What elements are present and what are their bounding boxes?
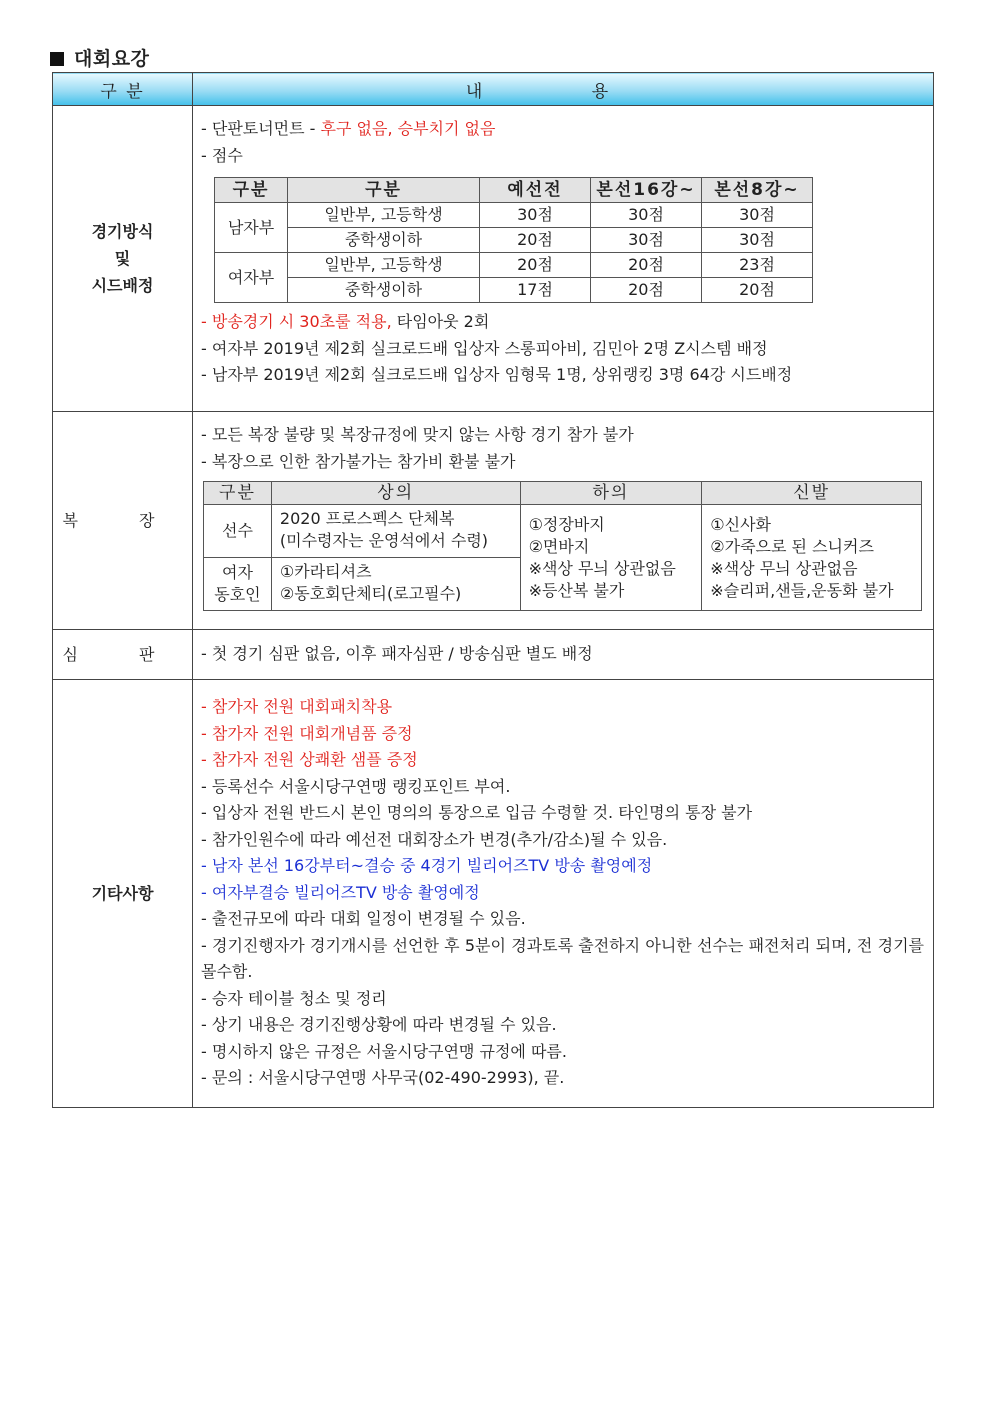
misc-line: - 여자부결승 빌리어즈TV 방송 촬영예정 — [201, 882, 480, 902]
header-content: 내 용 — [193, 73, 934, 106]
dress-table-header: 구분 상의 하의 신발 — [204, 482, 922, 505]
document-title — [50, 44, 149, 71]
score-table-header: 구분 구분 예선전 본선16강~ 본선8강~ — [215, 178, 813, 203]
misc-line: - 입상자 전원 반드시 본인 명의의 통장으로 입금 수령할 것. 타인명의 통장 불가 — [201, 803, 753, 822]
dress-code-content — [193, 412, 934, 630]
misc-line: - 남자 본선 16강부터~결승 중 4경기 빌리어즈TV 방송 촬영예정 — [201, 856, 653, 875]
score-row: 중학생이하 17점 20점 20점 — [215, 278, 813, 303]
match-format-content — [193, 106, 934, 412]
referee-content: - 첫 경기 심판 없음, 이후 패자심판 / 방송심판 별도 배정 — [193, 630, 934, 680]
misc-line: - 문의 : 서울시당구연맹 사무국(02-490-2993), 끝. — [201, 1068, 565, 1087]
tournament-type-line: - 단판토너먼트 - 후구 없음, 승부치기 없음 — [201, 119, 496, 138]
dress-code-row — [53, 412, 934, 630]
misc-line: - 참가자 전원 대회패치착용 — [201, 697, 393, 716]
misc-row — [53, 680, 934, 1108]
misc-line: - 상기 내용은 경기진행상황에 따라 변경될 수 있음. — [201, 1015, 557, 1034]
header-row — [53, 73, 934, 106]
header-category: 구 분 — [53, 73, 193, 106]
dress-row-player: 선수 2020 프로스펙스 단체복 (미수령자는 운영석에서 수령) ①정장바지 ②면바지 ※색상 무늬 상관없음 ※등산복 불가 ①신사화 ②가죽으로 된 스니커즈 ※색상 무늬 상관없음 ※슬리퍼,샌들,운동화 불가 — [204, 505, 922, 558]
misc-line: - 참가자 전원 대회개념품 증정 — [201, 723, 413, 743]
match-format-row — [53, 106, 934, 412]
referee-label: 심 판 — [53, 630, 193, 680]
women-seed-line: - 여자부 2019년 제2회 실크로드배 입상자 스롱피아비, 김민아 2명 Z시스템 배정 — [201, 338, 768, 358]
men-seed-line: - 남자부 2019년 제2회 실크로드배 입상자 임형묵 1명, 상위랭킹 3명 64강 시드배정 — [201, 365, 793, 384]
score-row: 여자부 일반부, 고등학생 20점 20점 23점 — [215, 253, 813, 278]
dress-code-label: 복 장 — [53, 412, 193, 630]
misc-line: - 참가자 전원 상쾌환 샘플 증정 — [201, 750, 418, 769]
misc-line: - 출전규모에 따라 대회 일정이 변경될 수 있음. — [201, 909, 526, 928]
dress-rule-line: - 모든 복장 불량 및 복장규정에 맞지 않는 사항 경기 참가 불가 — [201, 425, 634, 444]
dress-row-amateur: 여자 동호인 ①카라티셔츠 ②동호회단체티(로고필수) — [204, 558, 922, 611]
score-table — [214, 177, 813, 303]
square-bullet-icon — [50, 52, 64, 66]
referee-row — [53, 630, 934, 680]
score-row: 남자부 일반부, 고등학생 30점 30점 30점 — [215, 203, 813, 228]
dress-refund-line: - 복장으로 인한 참가불가는 참가비 환불 불가 — [201, 451, 516, 471]
score-line: - 점수 — [201, 145, 243, 165]
misc-content — [193, 680, 934, 1108]
match-format-label: 경기방식 및 시드배정 — [53, 106, 193, 412]
misc-line: - 참가인원수에 따라 예선전 대회장소가 변경(추가/감소)될 수 있음. — [201, 829, 668, 849]
broadcast-rule-line: - 방송경기 시 30초룰 적용, 타임아웃 2회 — [201, 312, 490, 331]
dress-table — [203, 481, 922, 611]
misc-line: - 등록선수 서울시당구연맹 랭킹포인트 부여. — [201, 776, 511, 796]
misc-line: - 승자 테이블 청소 및 정리 — [201, 988, 387, 1008]
misc-line: - 경기진행자가 경기개시를 선언한 후 5분이 경과토록 출전하지 아니한 선수는 패전처리 되며, 전 경기를 몰수함. — [201, 935, 924, 981]
misc-line: - 명시하지 않은 규정은 서울시당구연맹 규정에 따름. — [201, 1041, 567, 1061]
document-title-text: 대회요강 — [74, 48, 150, 70]
misc-label: 기타사항 — [53, 680, 193, 1108]
score-row: 중학생이하 20점 30점 30점 — [215, 228, 813, 253]
tournament-info-table — [52, 72, 934, 1108]
